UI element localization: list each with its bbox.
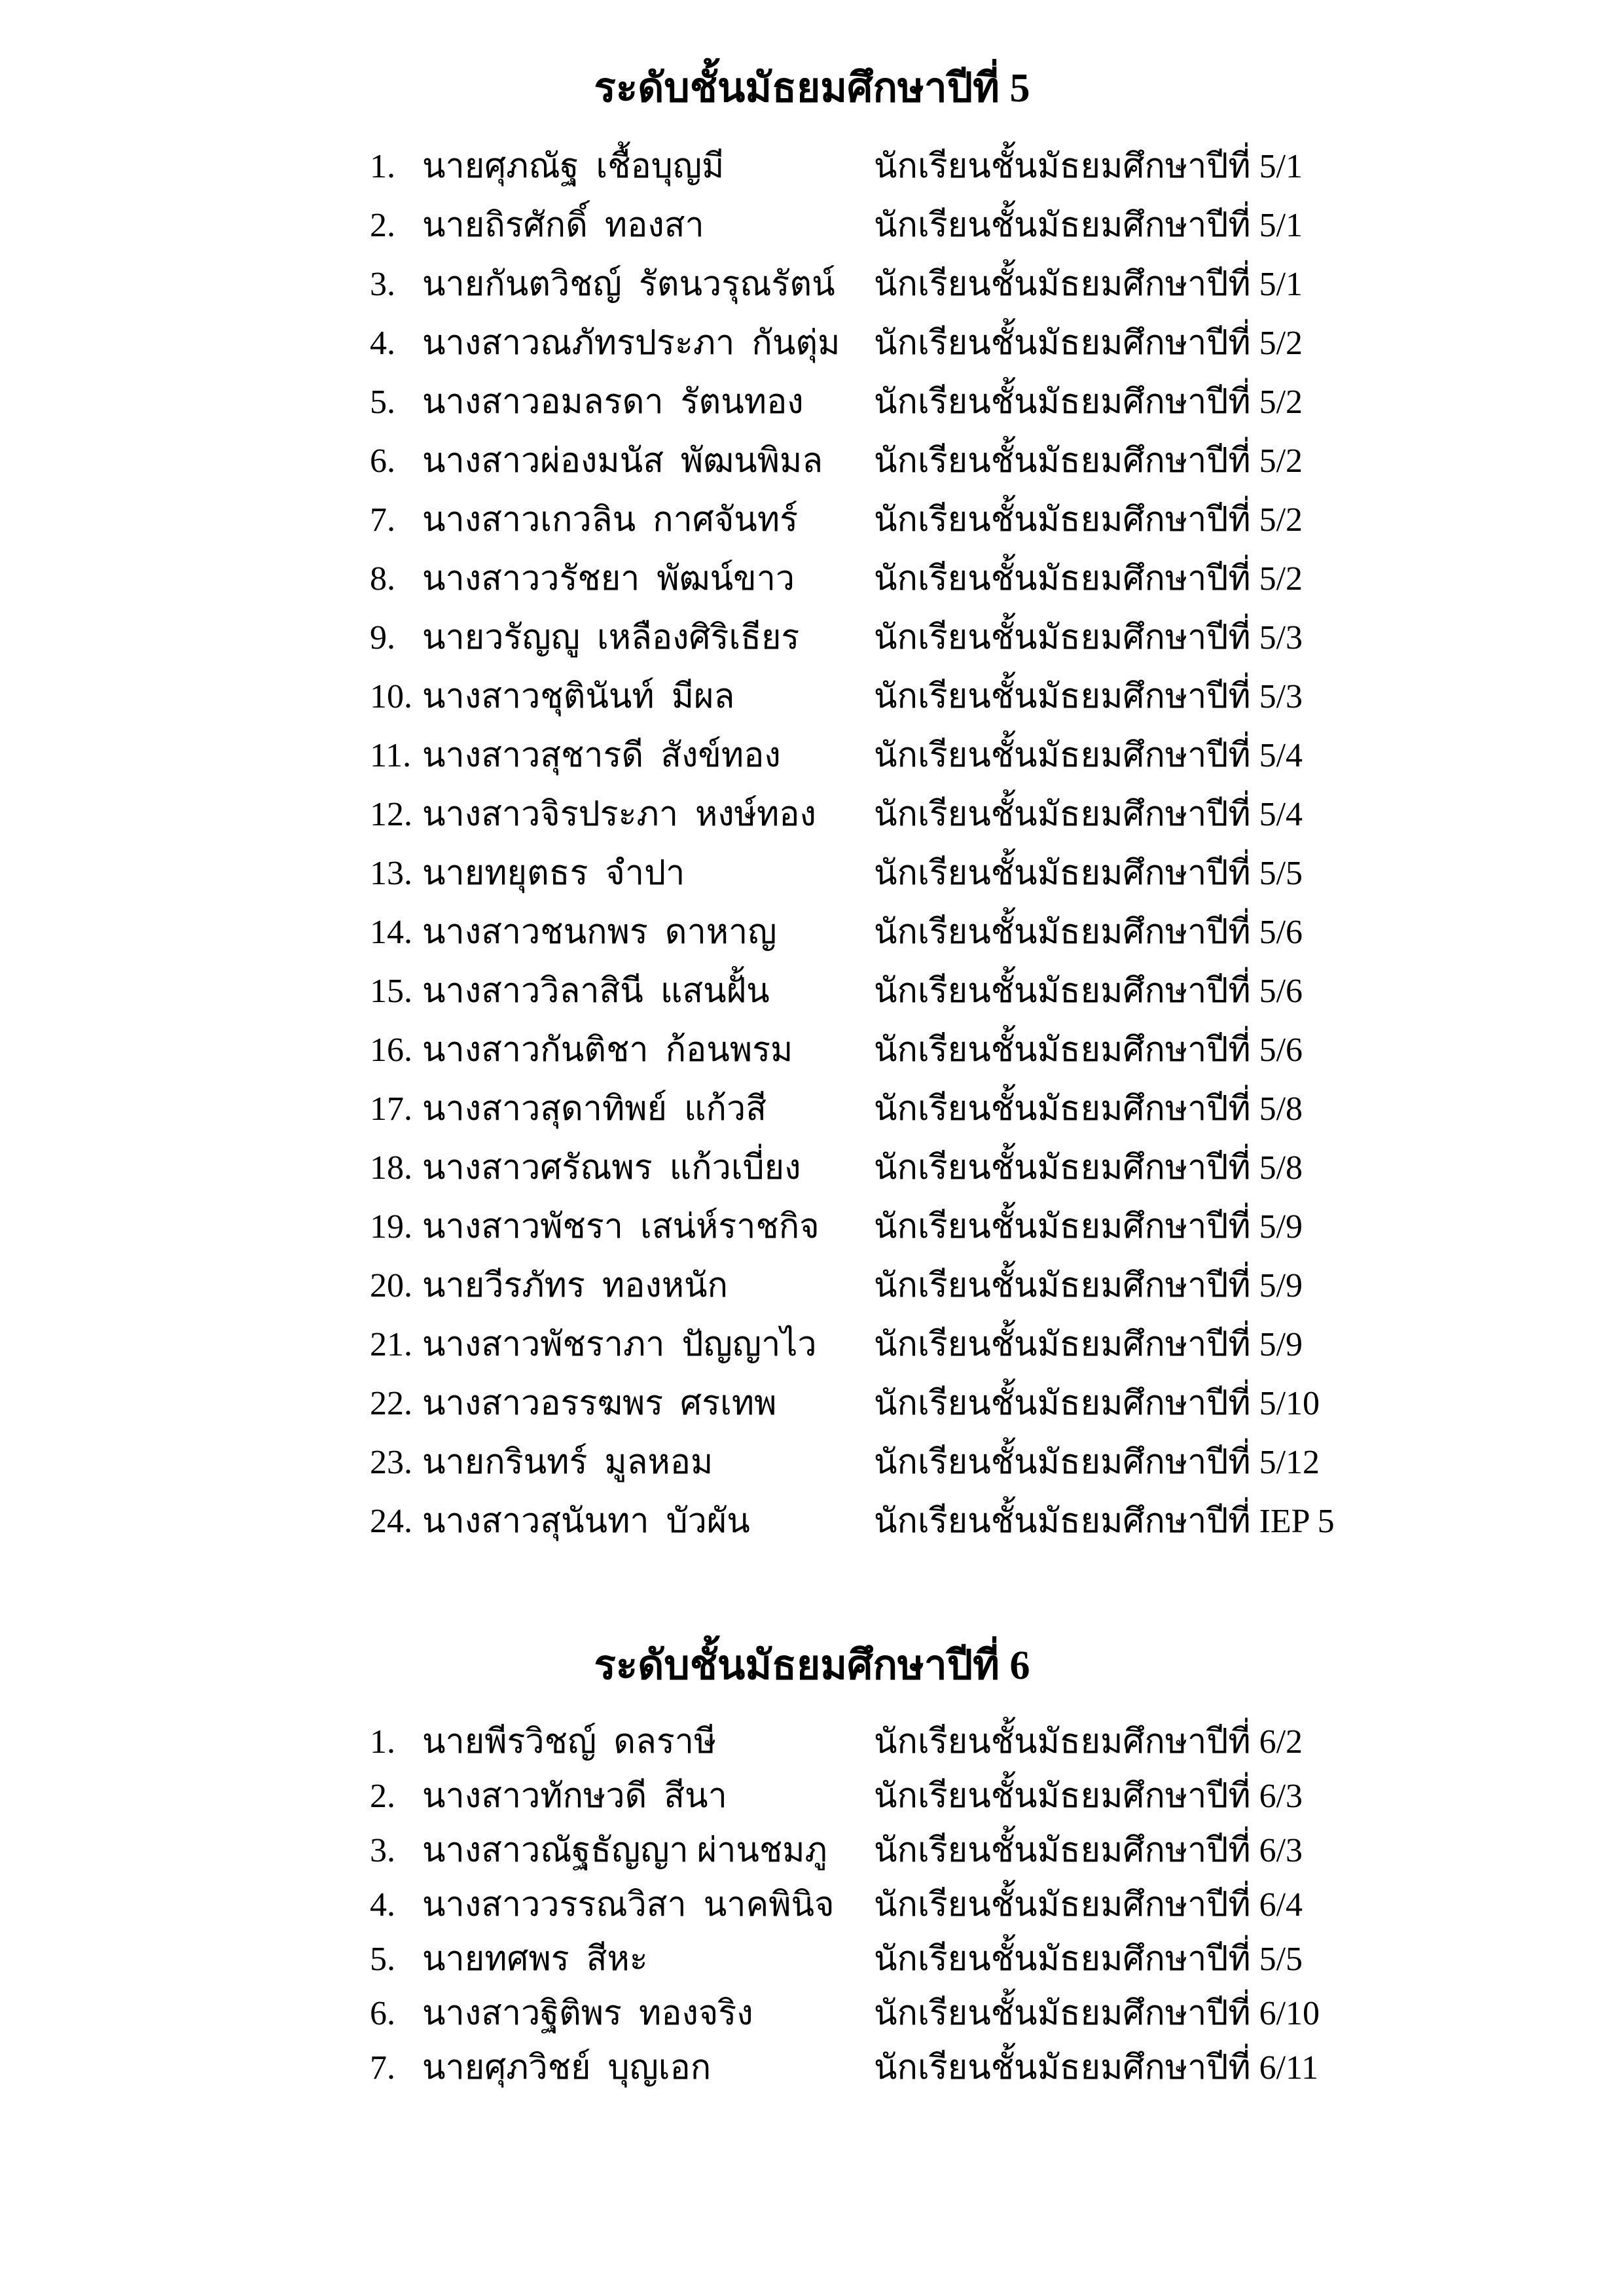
student-row bbox=[370, 609, 1559, 668]
student-name: นายศุภณัฐ เชื้อบุญมี bbox=[422, 148, 725, 185]
student-row bbox=[370, 2041, 1559, 2095]
student-row bbox=[370, 1257, 1559, 1316]
student-name: นางสาวฐิติพร ทองจริง bbox=[422, 1995, 753, 2032]
student-class: นักเรียนชั้นมัธยมศึกษาปีที่ IEP 5 bbox=[874, 1503, 1335, 1540]
student-number: 6. bbox=[370, 1995, 395, 2032]
student-row bbox=[370, 491, 1559, 550]
student-row bbox=[370, 1769, 1559, 1823]
student-row bbox=[370, 1433, 1559, 1492]
student-number: 5. bbox=[370, 1941, 395, 1978]
student-name: นายพีรวิชญ์ ดลราษี bbox=[422, 1723, 717, 1761]
student-number: 15. bbox=[370, 973, 412, 1010]
student-row bbox=[370, 373, 1559, 432]
student-name: นางสาวชนกพร ดาหาญ bbox=[422, 914, 777, 951]
student-row bbox=[370, 962, 1559, 1021]
student-name: นางสาวศรัณพร แก้วเบี่ยง bbox=[422, 1149, 801, 1187]
student-class: นักเรียนชั้นมัธยมศึกษาปีที่ 6/3 bbox=[874, 1832, 1303, 1869]
student-row bbox=[370, 432, 1559, 491]
student-name: นายทศพร สีหะ bbox=[422, 1941, 648, 1978]
student-class: นักเรียนชั้นมัธยมศึกษาปีที่ 5/8 bbox=[874, 1149, 1303, 1187]
student-row bbox=[370, 1198, 1559, 1257]
student-row bbox=[370, 668, 1559, 726]
student-list-m5 bbox=[370, 137, 1559, 1551]
student-number: 9. bbox=[370, 619, 395, 656]
student-name: นางสาวจิรประภา หงษ์ทอง bbox=[422, 796, 816, 833]
student-class: นักเรียนชั้นมัธยมศึกษาปีที่ 5/1 bbox=[874, 207, 1303, 244]
student-name: นางสาวณัฐธัญญา ผ่านชมภู bbox=[422, 1832, 827, 1869]
student-row bbox=[370, 1878, 1559, 1932]
student-number: 6. bbox=[370, 442, 395, 480]
student-class: นักเรียนชั้นมัธยมศึกษาปีที่ 5/12 bbox=[874, 1444, 1320, 1481]
student-class: นักเรียนชั้นมัธยมศึกษาปีที่ 5/2 bbox=[874, 442, 1303, 480]
student-class: นักเรียนชั้นมัธยมศึกษาปีที่ 5/4 bbox=[874, 737, 1303, 774]
student-name: นางสาวผ่องมนัส พัฒนพิมล bbox=[422, 442, 823, 480]
section-title-m6: ระดับชั้นมัธยมศึกษาปีที่ 6 bbox=[594, 1643, 1030, 1688]
student-name: นางสาววิลาสินี แสนฝั้น bbox=[422, 973, 770, 1010]
student-number: 17. bbox=[370, 1090, 412, 1128]
student-class: นักเรียนชั้นมัธยมศึกษาปีที่ 5/5 bbox=[874, 1941, 1303, 1978]
student-name: นางสาวพัชรา เสน่ห์ราชกิจ bbox=[422, 1208, 820, 1246]
student-name: นางสาวณภัทรประภา กันตุ่ม bbox=[422, 325, 840, 362]
student-class: นักเรียนชั้นมัธยมศึกษาปีที่ 5/9 bbox=[874, 1267, 1303, 1304]
student-row bbox=[370, 1316, 1559, 1374]
student-class: นักเรียนชั้นมัธยมศึกษาปีที่ 5/6 bbox=[874, 914, 1303, 951]
student-number: 8. bbox=[370, 560, 395, 598]
student-name: นางสาววรรณวิสา นาคพินิจ bbox=[422, 1886, 835, 1924]
student-name: นางสาวสุชารดี สังข์ทอง bbox=[422, 737, 781, 774]
student-number: 12. bbox=[370, 796, 412, 833]
student-name: นายทยุตธร จำปา bbox=[422, 855, 685, 892]
student-number: 2. bbox=[370, 207, 395, 244]
student-name: นางสาวทักษวดี สีนา bbox=[422, 1778, 727, 1815]
student-number: 20. bbox=[370, 1267, 412, 1304]
student-class: นักเรียนชั้นมัธยมศึกษาปีที่ 5/1 bbox=[874, 266, 1303, 303]
student-name: นางสาวชุตินันท์ มีผล bbox=[422, 678, 735, 715]
student-name: นางสาวสุดาทิพย์ แก้วสี bbox=[422, 1090, 767, 1128]
student-row bbox=[370, 314, 1559, 373]
student-number: 13. bbox=[370, 855, 412, 892]
student-name: นางสาวอมลรดา รัตนทอง bbox=[422, 384, 804, 421]
student-row bbox=[370, 726, 1559, 785]
student-number: 14. bbox=[370, 914, 412, 951]
student-number: 11. bbox=[370, 737, 412, 774]
student-number: 5. bbox=[370, 384, 395, 421]
student-name: นายถิรศักดิ์ ทองสา bbox=[422, 207, 704, 244]
student-number: 2. bbox=[370, 1778, 395, 1815]
student-row bbox=[370, 1715, 1559, 1769]
student-number: 19. bbox=[370, 1208, 412, 1246]
student-number: 22. bbox=[370, 1385, 412, 1422]
student-name: นายวรัญญู เหลืองศิริเธียร bbox=[422, 619, 800, 656]
student-name: นายกรินทร์ มูลหอม bbox=[422, 1444, 713, 1481]
student-class: นักเรียนชั้นมัธยมศึกษาปีที่ 6/11 bbox=[874, 2049, 1319, 2087]
student-number: 16. bbox=[370, 1031, 412, 1069]
student-number: 18. bbox=[370, 1149, 412, 1187]
student-class: นักเรียนชั้นมัธยมศึกษาปีที่ 5/6 bbox=[874, 1031, 1303, 1069]
student-name: นางสาวอรรฆพร ศรเทพ bbox=[422, 1385, 777, 1422]
student-row bbox=[370, 1374, 1559, 1433]
student-row bbox=[370, 255, 1559, 314]
student-row bbox=[370, 137, 1559, 196]
student-row bbox=[370, 844, 1559, 903]
student-number: 4. bbox=[370, 1886, 395, 1924]
student-row bbox=[370, 1021, 1559, 1080]
student-row bbox=[370, 1823, 1559, 1878]
student-class: นักเรียนชั้นมัธยมศึกษาปีที่ 5/8 bbox=[874, 1090, 1303, 1128]
student-row bbox=[370, 903, 1559, 962]
student-row bbox=[370, 550, 1559, 609]
student-number: 23. bbox=[370, 1444, 412, 1481]
student-class: นักเรียนชั้นมัธยมศึกษาปีที่ 5/1 bbox=[874, 148, 1303, 185]
student-class: นักเรียนชั้นมัธยมศึกษาปีที่ 6/2 bbox=[874, 1723, 1303, 1761]
student-row bbox=[370, 196, 1559, 255]
student-class: นักเรียนชั้นมัธยมศึกษาปีที่ 5/3 bbox=[874, 678, 1303, 715]
student-class: นักเรียนชั้นมัธยมศึกษาปีที่ 5/9 bbox=[874, 1208, 1303, 1246]
student-name: นางสาวสุนันทา บัวผัน bbox=[422, 1503, 750, 1540]
student-name: นายวีรภัทร ทองหนัก bbox=[422, 1267, 729, 1304]
student-name: นางสาวเกวลิน กาศจันทร์ bbox=[422, 501, 799, 539]
student-name: นางสาวกันติชา ก้อนพรม bbox=[422, 1031, 793, 1069]
student-name: นางสาวพัชราภา ปัญญาไว bbox=[422, 1326, 817, 1363]
section-title-m5: ระดับชั้นมัธยมศึกษาปีที่ 5 bbox=[594, 66, 1030, 111]
student-class: นักเรียนชั้นมัธยมศึกษาปีที่ 5/5 bbox=[874, 855, 1303, 892]
student-row bbox=[370, 1492, 1559, 1551]
student-class: นักเรียนชั้นมัธยมศึกษาปีที่ 5/10 bbox=[874, 1385, 1320, 1422]
student-number: 3. bbox=[370, 266, 395, 303]
student-name: นายศุภวิชย์ บุญเอก bbox=[422, 2049, 712, 2087]
student-name: นางสาววรัชยา พัฒน์ขาว bbox=[422, 560, 795, 598]
student-class: นักเรียนชั้นมัธยมศึกษาปีที่ 5/2 bbox=[874, 501, 1303, 539]
student-class: นักเรียนชั้นมัธยมศึกษาปีที่ 5/2 bbox=[874, 560, 1303, 598]
student-class: นักเรียนชั้นมัธยมศึกษาปีที่ 6/3 bbox=[874, 1778, 1303, 1815]
student-row bbox=[370, 1932, 1559, 1986]
student-class: นักเรียนชั้นมัธยมศึกษาปีที่ 5/9 bbox=[874, 1326, 1303, 1363]
student-class: นักเรียนชั้นมัธยมศึกษาปีที่ 5/3 bbox=[874, 619, 1303, 656]
student-name: นายกันตวิชญ์ รัตนวรุณรัตน์ bbox=[422, 266, 835, 303]
student-class: นักเรียนชั้นมัธยมศึกษาปีที่ 6/10 bbox=[874, 1995, 1320, 2032]
student-row bbox=[370, 785, 1559, 844]
student-number: 7. bbox=[370, 2049, 395, 2087]
student-number: 24. bbox=[370, 1503, 412, 1540]
student-number: 1. bbox=[370, 1723, 395, 1761]
student-number: 10. bbox=[370, 678, 412, 715]
student-number: 4. bbox=[370, 325, 395, 362]
student-class: นักเรียนชั้นมัธยมศึกษาปีที่ 5/2 bbox=[874, 325, 1303, 362]
student-number: 7. bbox=[370, 501, 395, 539]
student-row bbox=[370, 1139, 1559, 1198]
student-class: นักเรียนชั้นมัธยมศึกษาปีที่ 6/4 bbox=[874, 1886, 1303, 1924]
student-row bbox=[370, 1080, 1559, 1139]
student-class: นักเรียนชั้นมัธยมศึกษาปีที่ 5/4 bbox=[874, 796, 1303, 833]
student-number: 1. bbox=[370, 148, 395, 185]
student-row bbox=[370, 1986, 1559, 2041]
student-number: 21. bbox=[370, 1326, 412, 1363]
student-list-m6 bbox=[370, 1715, 1559, 2095]
student-class: นักเรียนชั้นมัธยมศึกษาปีที่ 5/2 bbox=[874, 384, 1303, 421]
student-number: 3. bbox=[370, 1832, 395, 1869]
student-class: นักเรียนชั้นมัธยมศึกษาปีที่ 5/6 bbox=[874, 973, 1303, 1010]
